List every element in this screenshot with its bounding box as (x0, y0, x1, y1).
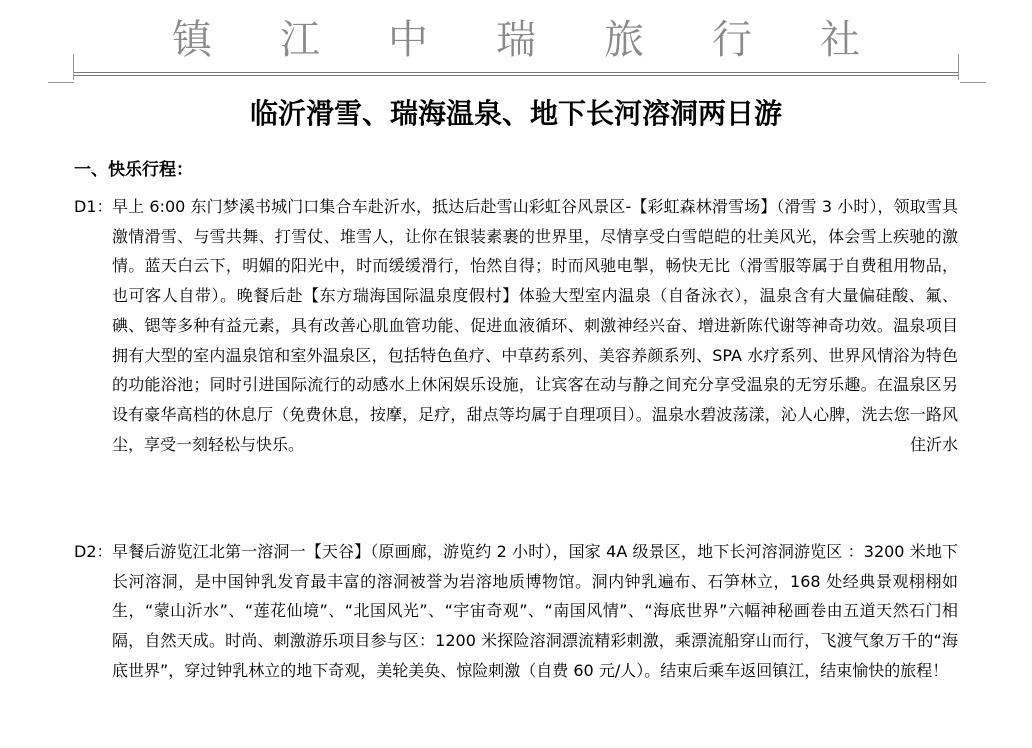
day-label: D1： (74, 197, 113, 216)
header-rule-top (74, 72, 958, 73)
company-header: 镇江中瑞旅行社 (172, 17, 928, 63)
itinerary-day-2 (74, 537, 958, 686)
margin-tick-right (960, 82, 986, 83)
header-rule-bottom (74, 75, 958, 76)
itinerary-day-1 (74, 192, 958, 459)
day-text: 早餐后游览江北第一溶洞一【天谷】（原画廊，游览约 2 小时），国家 4A 级景区，地下长河溶洞游览区 ：3200 米地下长河溶洞，是中国钟乳发育最丰富的溶洞被誉为岩溶地质博物馆。洞内钟乳遍布、石笋林立，168 处经典景观栩栩如生，“蒙山沂水”、“莲花仙境”、“北国风光”、“宇宙奇观”、“南国风情”、“海底世界”六幅神秘画卷由五道天然石门相隔，自然天成。时尚、刺激游乐项目参与区：1200 米探险溶洞漂流精彩刺激，乘漂流船穿山而行，飞渡气象万千的“海底世界”，穿过钟乳林立的地下奇观，美轮美奂、惊险刺激（自费 60 元/人）。结束后乘车返回镇江，结束愉快的旅程！ (112, 542, 958, 680)
day-description (112, 192, 958, 459)
document-title: 临沂滑雪、瑞海温泉、地下长河溶洞两日游 (249, 97, 782, 130)
day-text: 早上 6:00 东门梦溪书城门口集合车赴沂水，抵达后赴雪山彩虹谷风景区-【彩虹森林滑雪场】（滑雪 3 小时），领取雪具激情滑雪、与雪共舞、打雪仗、堆雪人，让你在银装素裹的世界里，尽情享受白雪皑皑的壮美风光，体会雪上疾驰的激情。蓝天白云下，明媚的阳光中，时而缓缓滑行，怡然自得；时而风驰电掣，畅快无比（滑雪服等属于自费租用物品，也可客人自带）。晚餐后赴【东方瑞海国际温泉度假村】体验大型室内温泉（自备泳衣），温泉含有大量偏硅酸、氟、碘、锶等多种有益元素，具有改善心肌血管功能、促进血液循环、刺激神经兴奋、增进新陈代谢等神奇功效。温泉项目拥有大型的室内温泉馆和室外温泉区，包括特色鱼疗、中草药系列、美容养颜系列、SPA 水疗系列、世界风情浴为特色的功能浴池；同时引进国际流行的动感水上休闲娱乐设施，让宾客在动与静之间充分享受温泉的无穷乐趣。在温泉区另设有豪华高档的休息厅（免费休息，按摩，足疗，甜点等均属于自理项目）。温泉水碧波荡漾，沁人心脾，洗去您一路风尘，享受一刻轻松与快乐。 (112, 197, 958, 454)
margin-mark-left (73, 54, 74, 80)
section-heading: 一、快乐行程： (74, 160, 193, 180)
margin-tick-left (48, 82, 74, 83)
day-label: D2： (74, 542, 113, 561)
margin-mark-right (958, 54, 959, 80)
overnight-location: 住沂水 (909, 434, 958, 454)
day-description (112, 537, 958, 686)
